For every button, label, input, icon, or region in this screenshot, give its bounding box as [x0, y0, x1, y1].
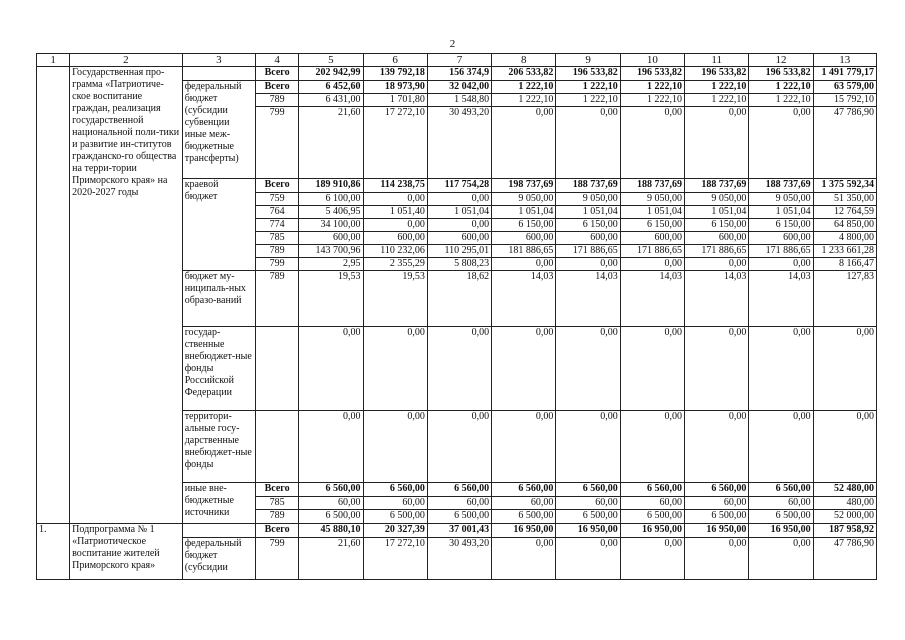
funding-source: краевой бюджет: [182, 179, 255, 271]
value-cell: 171 886,65: [620, 245, 684, 258]
value-cell: 600,00: [556, 232, 620, 245]
header-cell: 10: [620, 54, 684, 67]
value-cell: 6 452,60: [299, 81, 363, 94]
value-cell: 0,00: [492, 411, 556, 483]
code-cell: Всего: [256, 524, 299, 538]
code-cell: 785: [256, 497, 299, 510]
value-cell: 0,00: [299, 411, 363, 483]
value-cell: 47 786,90: [813, 538, 876, 580]
value-cell: 0,00: [556, 538, 620, 580]
funding-source: бюджет му-ниципаль-ных образо-ваний: [182, 271, 255, 327]
value-cell: 1 051,40: [363, 206, 427, 219]
value-cell: 37 001,43: [427, 524, 491, 538]
value-cell: 188 737,69: [749, 179, 813, 193]
value-cell: 1 222,10: [749, 94, 813, 107]
value-cell: 600,00: [299, 232, 363, 245]
code-cell: 764: [256, 206, 299, 219]
value-cell: 17 272,10: [363, 107, 427, 179]
value-cell: 14,03: [492, 271, 556, 327]
value-cell: 0,00: [685, 327, 749, 411]
value-cell: 196 533,82: [556, 67, 620, 81]
header-cell: 13: [813, 54, 876, 67]
value-cell: 47 786,90: [813, 107, 876, 179]
value-cell: 0,00: [363, 219, 427, 232]
value-cell: 0,00: [685, 258, 749, 271]
page-number: 2: [449, 38, 456, 50]
value-cell: 1 222,10: [620, 94, 684, 107]
funding-source: иные вне-бюджетные источники: [182, 483, 255, 524]
value-cell: 6 560,00: [427, 483, 491, 497]
value-cell: 0,00: [813, 327, 876, 411]
code-cell: 785: [256, 232, 299, 245]
value-cell: 127,83: [813, 271, 876, 327]
value-cell: 6 100,00: [299, 193, 363, 206]
funding-source: [182, 524, 255, 538]
value-cell: 63 579,00: [813, 81, 876, 94]
value-cell: 206 533,82: [492, 67, 556, 81]
value-cell: 64 850,00: [813, 219, 876, 232]
value-cell: 60,00: [363, 497, 427, 510]
value-cell: 6 500,00: [299, 510, 363, 524]
value-cell: 600,00: [492, 232, 556, 245]
value-cell: 6 500,00: [363, 510, 427, 524]
value-cell: 2,95: [299, 258, 363, 271]
value-cell: 34 100,00: [299, 219, 363, 232]
value-cell: 0,00: [620, 538, 684, 580]
value-cell: 15 792,10: [813, 94, 876, 107]
program-title: Государственная про-грамма «Патриотиче-ское воспитание граждан, реализация государственной национальной поли-тики и развитие ин-ститутов гражданско-го общества на терри-тории Приморского края» на 2020-2027 годы: [70, 67, 183, 524]
code-cell: Всего: [256, 81, 299, 94]
value-cell: 9 050,00: [685, 193, 749, 206]
value-cell: 0,00: [749, 327, 813, 411]
value-cell: 139 792,18: [363, 67, 427, 81]
value-cell: 14,03: [556, 271, 620, 327]
value-cell: 60,00: [299, 497, 363, 510]
value-cell: 0,00: [299, 327, 363, 411]
code-cell: 774: [256, 219, 299, 232]
value-cell: 600,00: [427, 232, 491, 245]
value-cell: 0,00: [363, 193, 427, 206]
value-cell: 1 222,10: [749, 81, 813, 94]
value-cell: 1 222,10: [556, 81, 620, 94]
code-cell: 759: [256, 193, 299, 206]
value-cell: 0,00: [749, 258, 813, 271]
value-cell: 1 051,04: [427, 206, 491, 219]
value-cell: 5 808,23: [427, 258, 491, 271]
value-cell: 1 051,04: [620, 206, 684, 219]
value-cell: 110 295,01: [427, 245, 491, 258]
table-body: [37, 67, 877, 580]
value-cell: 1 233 661,28: [813, 245, 876, 258]
value-cell: 1 051,04: [685, 206, 749, 219]
value-cell: 600,00: [363, 232, 427, 245]
value-cell: 1 222,10: [556, 94, 620, 107]
header-cell: 8: [492, 54, 556, 67]
value-cell: 6 560,00: [363, 483, 427, 497]
value-cell: 196 533,82: [685, 67, 749, 81]
value-cell: 0,00: [556, 258, 620, 271]
value-cell: 0,00: [492, 538, 556, 580]
funding-source: [182, 67, 255, 81]
value-cell: 188 737,69: [620, 179, 684, 193]
value-cell: 0,00: [620, 107, 684, 179]
value-cell: 171 886,65: [685, 245, 749, 258]
value-cell: 19,53: [363, 271, 427, 327]
code-cell: Всего: [256, 67, 299, 81]
value-cell: 6 560,00: [492, 483, 556, 497]
value-cell: 1 548,80: [427, 94, 491, 107]
budget-table: [36, 53, 877, 580]
value-cell: 16 950,00: [685, 524, 749, 538]
value-cell: 0,00: [620, 258, 684, 271]
value-cell: 60,00: [749, 497, 813, 510]
value-cell: 0,00: [685, 411, 749, 483]
value-cell: 600,00: [685, 232, 749, 245]
value-cell: 110 232,06: [363, 245, 427, 258]
funding-source: федеральный бюджет (субсидии субвенции иные меж-бюджетные трансферты): [182, 81, 255, 179]
header-cell: 4: [256, 54, 299, 67]
row-number-cell: [37, 67, 70, 524]
code-cell: 789: [256, 271, 299, 327]
value-cell: 60,00: [427, 497, 491, 510]
value-cell: 0,00: [427, 193, 491, 206]
value-cell: 60,00: [492, 497, 556, 510]
value-cell: 16 950,00: [492, 524, 556, 538]
value-cell: 0,00: [492, 107, 556, 179]
header-cell: 6: [363, 54, 427, 67]
value-cell: 6 150,00: [492, 219, 556, 232]
value-cell: 2 355,29: [363, 258, 427, 271]
value-cell: 1 701,80: [363, 94, 427, 107]
value-cell: 0,00: [685, 107, 749, 179]
value-cell: 9 050,00: [556, 193, 620, 206]
value-cell: 1 222,10: [620, 81, 684, 94]
code-cell: 799: [256, 258, 299, 271]
value-cell: 198 737,69: [492, 179, 556, 193]
value-cell: 1 051,04: [749, 206, 813, 219]
value-cell: 196 533,82: [620, 67, 684, 81]
value-cell: 60,00: [620, 497, 684, 510]
value-cell: 45 880,10: [299, 524, 363, 538]
header-cell: 5: [299, 54, 363, 67]
value-cell: 187 958,92: [813, 524, 876, 538]
value-cell: 6 150,00: [620, 219, 684, 232]
value-cell: 6 500,00: [427, 510, 491, 524]
value-cell: 0,00: [492, 258, 556, 271]
value-cell: 0,00: [492, 327, 556, 411]
value-cell: 1 222,10: [492, 81, 556, 94]
value-cell: 0,00: [427, 327, 491, 411]
subprogram-number: 1.: [37, 524, 70, 580]
code-cell: 789: [256, 510, 299, 524]
value-cell: 0,00: [749, 107, 813, 179]
value-cell: 6 500,00: [492, 510, 556, 524]
value-cell: 0,00: [556, 107, 620, 179]
header-cell: 9: [556, 54, 620, 67]
funding-source: федеральный бюджет (субсидии: [182, 538, 255, 580]
table-row: [37, 67, 877, 81]
value-cell: 6 560,00: [749, 483, 813, 497]
value-cell: 0,00: [620, 327, 684, 411]
value-cell: 600,00: [749, 232, 813, 245]
value-cell: 189 910,86: [299, 179, 363, 193]
value-cell: 32 042,00: [427, 81, 491, 94]
funding-source: государ-ственные внебюджет-ные фонды Российской Федерации: [182, 327, 255, 411]
value-cell: 14,03: [620, 271, 684, 327]
value-cell: 18 973,90: [363, 81, 427, 94]
code-cell: 799: [256, 538, 299, 580]
value-cell: 30 493,20: [427, 538, 491, 580]
code-cell: [256, 327, 299, 411]
value-cell: 19,53: [299, 271, 363, 327]
value-cell: 18,62: [427, 271, 491, 327]
column-numbers-row: [37, 54, 877, 67]
value-cell: 1 375 592,34: [813, 179, 876, 193]
value-cell: 9 050,00: [620, 193, 684, 206]
code-cell: Всего: [256, 179, 299, 193]
header-cell: 7: [427, 54, 491, 67]
value-cell: 0,00: [556, 411, 620, 483]
value-cell: 1 491 779,17: [813, 67, 876, 81]
code-cell: Всего: [256, 483, 299, 497]
value-cell: 143 700,96: [299, 245, 363, 258]
value-cell: 60,00: [685, 497, 749, 510]
value-cell: 16 950,00: [556, 524, 620, 538]
value-cell: 60,00: [556, 497, 620, 510]
header-cell: 1: [37, 54, 70, 67]
code-cell: [256, 411, 299, 483]
value-cell: 0,00: [427, 219, 491, 232]
value-cell: 6 500,00: [620, 510, 684, 524]
code-cell: 789: [256, 94, 299, 107]
value-cell: 1 051,04: [492, 206, 556, 219]
value-cell: 1 222,10: [492, 94, 556, 107]
table-row: [37, 524, 877, 538]
value-cell: 0,00: [749, 538, 813, 580]
code-cell: 789: [256, 245, 299, 258]
value-cell: 6 500,00: [556, 510, 620, 524]
value-cell: 171 886,65: [556, 245, 620, 258]
value-cell: 188 737,69: [556, 179, 620, 193]
value-cell: 0,00: [749, 411, 813, 483]
value-cell: 6 500,00: [685, 510, 749, 524]
value-cell: 181 886,65: [492, 245, 556, 258]
value-cell: 6 560,00: [299, 483, 363, 497]
subprogram-title: Подпрограмма № 1 «Патриотическое воспитание жителей Приморского края»: [70, 524, 183, 580]
value-cell: 0,00: [427, 411, 491, 483]
value-cell: 1 222,10: [685, 94, 749, 107]
value-cell: 202 942,99: [299, 67, 363, 81]
value-cell: 156 374,9: [427, 67, 491, 81]
value-cell: 1 051,04: [556, 206, 620, 219]
value-cell: 16 950,00: [749, 524, 813, 538]
value-cell: 9 050,00: [492, 193, 556, 206]
value-cell: 17 272,10: [363, 538, 427, 580]
value-cell: 0,00: [363, 327, 427, 411]
code-cell: 799: [256, 107, 299, 179]
value-cell: 6 560,00: [556, 483, 620, 497]
value-cell: 52 000,00: [813, 510, 876, 524]
value-cell: 6 150,00: [749, 219, 813, 232]
value-cell: 16 950,00: [620, 524, 684, 538]
value-cell: 6 150,00: [556, 219, 620, 232]
value-cell: 6 150,00: [685, 219, 749, 232]
value-cell: 1 222,10: [685, 81, 749, 94]
value-cell: 188 737,69: [685, 179, 749, 193]
value-cell: 114 238,75: [363, 179, 427, 193]
header-cell: 11: [685, 54, 749, 67]
value-cell: 12 764,59: [813, 206, 876, 219]
value-cell: 8 166,47: [813, 258, 876, 271]
value-cell: 51 350,00: [813, 193, 876, 206]
value-cell: 6 431,00: [299, 94, 363, 107]
header-cell: 3: [182, 54, 255, 67]
value-cell: 196 533,82: [749, 67, 813, 81]
value-cell: 6 560,00: [620, 483, 684, 497]
value-cell: 52 480,00: [813, 483, 876, 497]
value-cell: 4 800,00: [813, 232, 876, 245]
value-cell: 6 500,00: [749, 510, 813, 524]
value-cell: 14,03: [749, 271, 813, 327]
value-cell: 5 406,95: [299, 206, 363, 219]
value-cell: 30 493,20: [427, 107, 491, 179]
value-cell: 6 560,00: [685, 483, 749, 497]
value-cell: 20 327,39: [363, 524, 427, 538]
value-cell: 0,00: [813, 411, 876, 483]
value-cell: 21,60: [299, 107, 363, 179]
value-cell: 600,00: [620, 232, 684, 245]
value-cell: 480,00: [813, 497, 876, 510]
value-cell: 9 050,00: [749, 193, 813, 206]
value-cell: 117 754,28: [427, 179, 491, 193]
value-cell: 0,00: [363, 411, 427, 483]
value-cell: 171 886,65: [749, 245, 813, 258]
header-cell: 2: [70, 54, 183, 67]
value-cell: 14,03: [685, 271, 749, 327]
value-cell: 0,00: [620, 411, 684, 483]
funding-source: территори-альные госу-дарственные внебюджет-ные фонды: [182, 411, 255, 483]
value-cell: 0,00: [685, 538, 749, 580]
value-cell: 21,60: [299, 538, 363, 580]
value-cell: 0,00: [556, 327, 620, 411]
header-cell: 12: [749, 54, 813, 67]
